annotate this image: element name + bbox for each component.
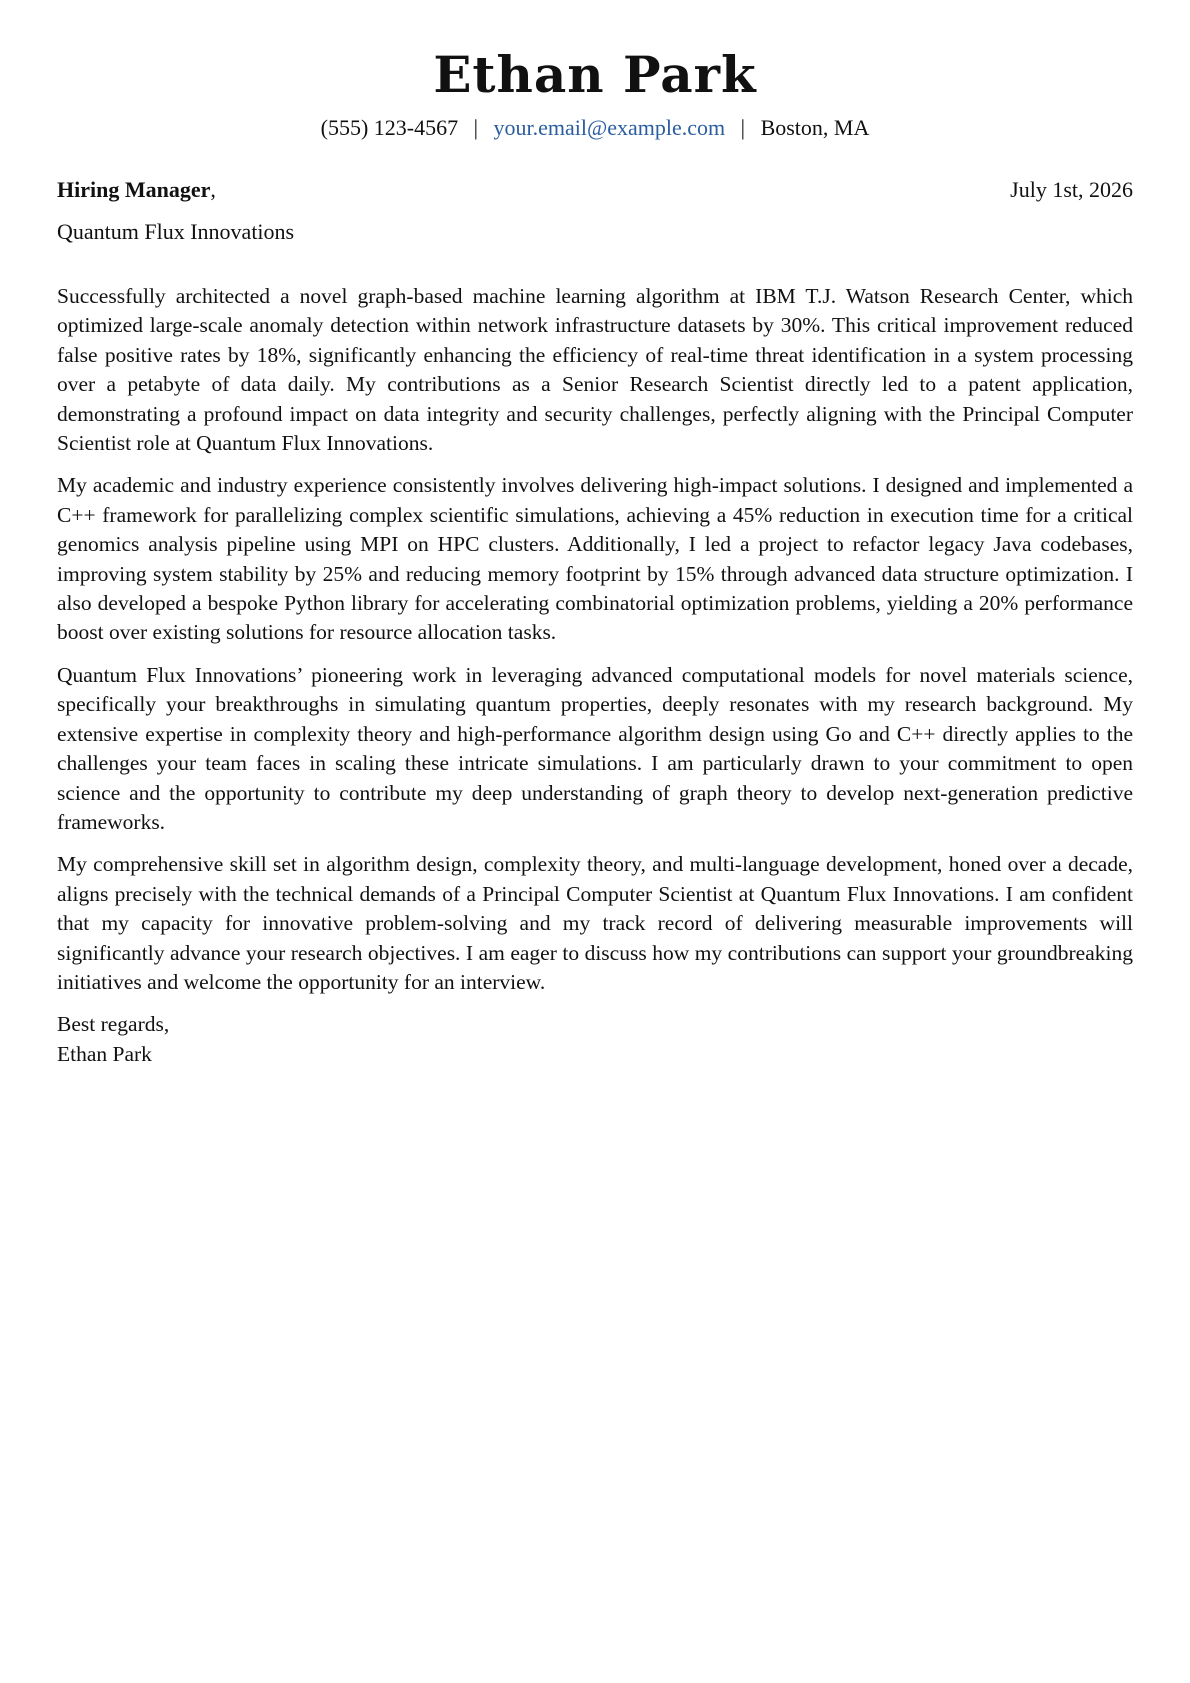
body-paragraph: Quantum Flux Innovations’ pioneering work in leveraging advanced computational models for novel materials science, specifically your breakthroughs in simulating quantum properties, deeply resonates with my research background. My extensive expertise in complexity theory and high-performance algorithm design using Go and C++ directly applies to the challenges your team faces in scaling these intricate simulations. I am particularly drawn to your commitment to open science and the opportunity to contribute my deep understanding of graph theory to develop next-generation predictive frameworks. [57, 662, 1133, 834]
email-link[interactable]: your.email@example.com [493, 115, 726, 140]
letter-date: July 1st, 2026 [1010, 177, 1133, 202]
recipient-line [57, 176, 1133, 204]
contact-separator: | [740, 115, 746, 140]
closing-block [57, 1010, 1133, 1069]
body-paragraph: Successfully architected a novel graph-based machine learning algorithm at IBM T.J. Watson Research Center, which optimized large-scale anomaly detection within network infrastructure datasets by 30%. This critical improvement reduced false positive rates by 18%, significantly enhancing the efficiency of real-time threat identification in a system processing over a petabyte of data daily. My contributions as a Senior Research Scientist directly led to a patent application, demonstrating a profound impact on data integrity and security challenges, perfectly aligning with the Principal Computer Scientist role at Quantum Flux Innovations. [57, 284, 1133, 456]
contact-separator: | [473, 115, 479, 140]
closing-salutation: Best regards, [57, 1012, 170, 1037]
recipient-name: Hiring Manager [57, 177, 211, 202]
letter-body [57, 282, 1133, 1069]
body-paragraph: My academic and industry experience consistently involves delivering high-impact solutions. I designed and implemented a C++ framework for parallelizing complex scientific simulations, achieving a 45% reduction in execution time for a critical genomics analysis pipeline using MPI on HPC clusters. Additionally, I led a project to refactor legacy Java codebases, improving system stability by 25% and reducing memory footprint by 15% through advanced data structure optimization. I also developed a bespoke Python library for accelerating combinatorial optimization problems, yielding a 20% performance boost over existing solutions for resource allocation tasks. [57, 473, 1133, 645]
applicant-name: Ethan Park [433, 45, 757, 104]
location: Boston, MA [760, 115, 870, 140]
body-paragraph: My comprehensive skill set in algorithm design, complexity theory, and multi-language development, honed over a decade, aligns precisely with the technical demands of a Principal Computer Scientist at Quantum Flux Innovations. I am confident that my capacity for innovative problem-solving and my track record of delivering measurable improvements will significantly advance your research objectives. I am eager to discuss how my contributions can support your groundbreaking initiatives and welcome the opportunity for an interview. [57, 852, 1133, 994]
recipient-company: Quantum Flux Innovations [57, 219, 295, 244]
recipient-comma: , [210, 177, 216, 202]
closing-signature: Ethan Park [57, 1041, 152, 1066]
contact-line [57, 114, 1133, 142]
phone-number: (555) 123-4567 [320, 115, 459, 140]
